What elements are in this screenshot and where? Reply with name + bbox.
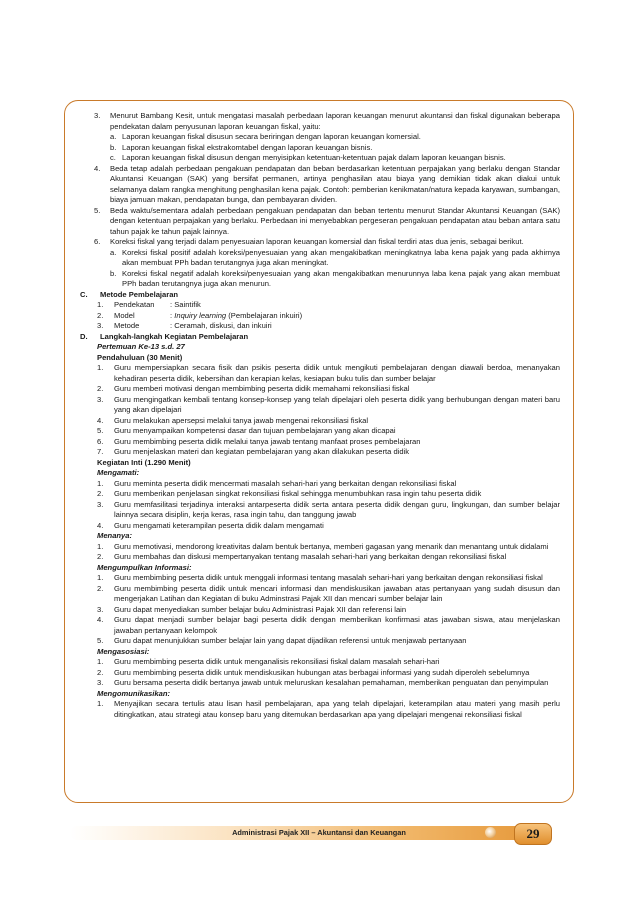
- item-text: Menurut Bambang Kesit, untuk mengatasi masalah perbedaan laporan keuangan menurut akuntansi dan fiskal digunakan beberapa pendekatan dalam penyusunan laporan keuangan fiskal, yaitu:: [110, 111, 560, 131]
- item-text: Guru membimbing peserta didik untuk mencari informasi dan mendiskusikan jawaban atas pertanyaan yang sudah disusun dan mengerjakan Latihan dan Kegiatan di buku Adminstrasi Pajak XII dan mencari sumber belajar lain: [114, 583, 560, 603]
- group-title: Mengumpulkan Informasi:: [97, 562, 192, 572]
- item-number: b.: [110, 268, 117, 278]
- group-item: [80, 699, 560, 720]
- item-number: 1.: [97, 541, 104, 551]
- section-d-title: Langkah-langkah Kegiatan Pembelajaran: [100, 331, 249, 341]
- metode-row: 2. Model : Inquiry learning (Pembelajaran inkuiri): [97, 310, 303, 320]
- group-item: [80, 573, 560, 584]
- intro-item: [80, 237, 560, 248]
- intro-item: [80, 206, 560, 238]
- item-number: 5.: [97, 636, 104, 645]
- item-number: 1.: [97, 657, 104, 666]
- group-item: [80, 615, 560, 636]
- group-item: [80, 605, 560, 616]
- section-d-heading: D. Langkah-langkah Kegiatan Pembelajaran: [80, 332, 560, 343]
- item-number: 5.: [94, 205, 101, 215]
- metode-row: 1. Pendekatan : Saintifik: [97, 300, 201, 309]
- item-number: 6.: [97, 436, 104, 446]
- item-text: Guru meminta peserta didik mencermati masalah sehari-hari yang berkaitan dengan rekonsiliasi fiskal: [114, 478, 457, 488]
- group-item: [80, 479, 560, 490]
- item-text: Guru mempersiapkan secara fisik dan psikis peserta didik untuk mengikuti pembelajaran dengan diawali berdoa, menanyakan kehadiran peserta didik, kebersihan dan kerapian kelas, kesiapan buku tulis dan sumber belajar: [114, 363, 560, 383]
- item-text: Guru melakukan apersepsi melalui tanya jawab mengenai rekonsiliasi fiskal: [114, 415, 369, 425]
- item-number: 1.: [97, 699, 104, 708]
- item-number: a.: [110, 132, 117, 141]
- page-number: 29: [514, 823, 552, 845]
- item-number: 4.: [97, 415, 104, 425]
- group-item: [80, 552, 560, 563]
- section-c-heading: C. Metode Pembelajaran: [80, 290, 560, 301]
- item-text: Beda tetap adalah perbedaan pengakuan pendapatan dan beban berdasarkan ketentuan perpajakan yang berlaku dengan Standar Akuntansi Keuangan (SAK) yang bersifat permanen, artinya penghasilan atau biaya yang demikian tidak akan diakui untuk selamanya dalam rangka menghitung penghasilan kena pajak. Contoh: pemberian kenikmatan/natura kepada karyawan, sumbangan, biaya jamuan makan, pendapatan bunga, dan pembayaran dividen.: [110, 163, 560, 204]
- item-number: 3.: [97, 678, 104, 687]
- item-text: Guru mengamati keterampilan peserta didik dalam mengamati: [114, 520, 324, 530]
- footer-dot-icon: [485, 827, 496, 838]
- item-text: Guru memfasilitasi terjadinya interaksi antarpeserta didik serta antara peserta didik dengan guru, lingkungan, dan sumber belajar lainnya secara disiplin, kerja keras, rasa ingin tahu, dan tanggung jawab: [114, 499, 560, 519]
- item-number: 2.: [97, 384, 104, 393]
- intro-item: [80, 164, 560, 206]
- item-number: b.: [110, 142, 117, 152]
- meeting-label: Pertemuan Ke-13 s.d. 27: [97, 342, 185, 351]
- item-number: 7.: [97, 447, 104, 456]
- pendahuluan-item: [80, 384, 560, 395]
- intro-list: [80, 111, 560, 290]
- item-number: c.: [110, 153, 116, 162]
- pendahuluan-item: [80, 363, 560, 384]
- intro-subitem: [80, 132, 560, 143]
- item-number: 1.: [97, 573, 104, 582]
- item-number: 2.: [97, 489, 104, 498]
- item-number: 3.: [97, 394, 104, 404]
- item-text: Koreksi fiskal positif adalah koreksi/penyesuaian yang akan mengakibatkan meningkatnya laba kena pajak yang pada akhirnya akan membuat PPh badan terutangnya juga akan meningkat.: [122, 247, 560, 267]
- item-text: Beda waktu/sementara adalah perbedaan pengakuan pendapatan dan beban tertentu menurut Standar Akuntansi Keuangan (SAK) dengan ketentuan perpajakan yang berlaku. Perbedaan ini menyebabkan pergeseran pengakuan pendapatan atau beban antara satu tahun pajak ke tahun pajak lainnya.: [110, 205, 560, 236]
- footer-title: Administrasi Pajak XII – Akuntansi dan Keuangan: [232, 828, 406, 837]
- item-number: 6.: [94, 237, 101, 246]
- item-text: Guru memotivasi, mendorong kreativitas dalam bentuk bertanya, memberi gagasan yang menarik dan menantang untuk didalami: [114, 541, 549, 551]
- pendahuluan-item: [80, 395, 560, 416]
- group-item: [80, 657, 560, 668]
- group-item: [80, 521, 560, 532]
- group-item: [80, 489, 560, 500]
- group-title: Mengasosiasi:: [97, 646, 150, 656]
- item-text: Menyajikan secara tertulis atau lisan hasil pembelajaran, apa yang telah dipelajari, keterampilan atau materi yang masih perlu ditingkatkan, atau strategi atau konsep baru yang ditemukan berdasarkan apa yang dipelajari mengenai rekonsiliasi fiskal: [114, 699, 560, 719]
- group-title: Menanya:: [97, 531, 133, 540]
- item-number: 2.: [97, 552, 104, 561]
- item-number: a.: [110, 247, 117, 257]
- item-number: 3.: [94, 111, 101, 120]
- page-content: [80, 111, 560, 720]
- metode-row: 3. Metode : Ceramah, diskusi, dan inkuiri: [97, 321, 272, 330]
- intro-subitem: [80, 153, 560, 164]
- item-number: 2.: [97, 667, 104, 677]
- metode-table: [97, 300, 302, 332]
- item-text: Guru dapat menyediakan sumber belajar buku Administrasi Pajak XII dan referensi lain: [114, 604, 407, 614]
- item-number: 1.: [97, 478, 104, 488]
- item-text: Laporan keuangan fiskal ekstrakomtabel dengan laporan keuangan bisnis.: [122, 142, 373, 152]
- group-title: Mengamati:: [97, 468, 140, 477]
- item-number: 3.: [97, 604, 104, 614]
- item-text: Koreksi fiskal yang terjadi dalam penyesuaian laporan keuangan komersial dan fiskal terdiri atas dua jenis, sebagai berikut.: [110, 237, 524, 246]
- item-text: Guru bersama peserta didik bertanya jawab untuk meluruskan kesalahan pemahaman, memberikan penguatan dan penyimpulan: [114, 678, 549, 687]
- pendahuluan-list: [80, 363, 560, 458]
- item-text: Guru membimbing peserta didik melalui tanya jawab tentang manfaat proses pembelajaran: [114, 436, 421, 446]
- item-number: 1.: [97, 363, 104, 372]
- group-item: [80, 584, 560, 605]
- item-text: Guru membimbing peserta didik untuk mendiskusikan hubungan atas berbagai informasi yang sudah diperoleh sebelumnya: [114, 667, 530, 677]
- intro-subitem: [80, 269, 560, 290]
- group-title: Mengomunikasikan:: [97, 688, 170, 698]
- intro-item: [80, 111, 560, 132]
- item-text: Guru memberi motivasi dengan membimbing peserta didik memahami rekonsiliasi fiskal: [114, 384, 410, 393]
- item-text: Laporan keuangan fiskal disusun secara beriringan dengan laporan keuangan komersial.: [122, 132, 421, 141]
- group-item: [80, 678, 560, 689]
- section-d: [80, 332, 560, 721]
- pendahuluan-item: [80, 416, 560, 427]
- item-text: Guru dapat menunjukkan sumber belajar lain yang dapat dijadikan referensi untuk menjawab pertanyaan: [114, 636, 467, 645]
- inti-groups: [80, 468, 560, 720]
- item-number: 5.: [97, 426, 104, 435]
- group-item: [80, 542, 560, 553]
- intro-subitem: [80, 248, 560, 269]
- section-c-title: Metode Pembelajaran: [100, 289, 179, 299]
- item-text: Guru mengingatkan kembali tentang konsep-konsep yang telah dipelajari oleh peserta didik yang berhubungan dengan materi baru yang akan dipelajari: [114, 394, 560, 414]
- item-text: Koreksi fiskal negatif adalah koreksi/penyesuaian yang akan mengakibatkan menurunnya laba kena pajak yang akan membuat PPh badan terutangnya juga akan menurun.: [122, 268, 560, 288]
- item-text: Guru membimbing peserta didik untuk menganalisis rekonsiliasi fiskal dalam masalah sehari-hari: [114, 657, 440, 666]
- intro-subitem: [80, 143, 560, 154]
- item-number: 3.: [97, 499, 104, 509]
- item-text: Guru menyampaikan kompetensi dasar dan tujuan pembelajaran yang akan dicapai: [114, 426, 396, 435]
- item-text: Guru membahas dan diskusi mempertanyakan tentang masalah sehari-hari yang berkaitan dengan rekonsiliasi fiskal: [114, 552, 507, 561]
- item-number: 4.: [97, 520, 104, 530]
- item-text: Guru memberikan penjelasan singkat rekonsiliasi fiskal sehingga menumbuhkan rasa ingin tahu peserta didik: [114, 489, 482, 498]
- group-item: [80, 500, 560, 521]
- item-text: Guru menjelaskan materi dan kegiatan pembelajaran yang akan dilakukan peserta didik: [114, 447, 410, 456]
- item-number: 4.: [97, 615, 104, 624]
- item-text: Guru membimbing peserta didik untuk menggali informasi tentang masalah sehari-hari yang berkaitan dengan rekonsiliasi fiskal: [114, 573, 543, 582]
- pendahuluan-item: [80, 447, 560, 458]
- item-number: 4.: [94, 163, 101, 173]
- pendahuluan-title: Pendahuluan (30 Menit): [97, 352, 183, 362]
- item-text: Guru dapat menjadi sumber belajar bagi peserta didik dengan memberikan konfirmasi atas jawaban siswa, atau menjelaskan jawaban pertanyaan kelompok: [114, 615, 560, 635]
- group-item: [80, 668, 560, 679]
- inti-title: Kegiatan Inti (1.290 Menit): [97, 457, 191, 467]
- section-c: [80, 290, 560, 332]
- item-text: Laporan keuangan fiskal disusun dengan menyisipkan ketentuan-ketentuan pajak dalam laporan keuangan bisnis.: [122, 153, 506, 162]
- pendahuluan-item: [80, 437, 560, 448]
- pendahuluan-item: [80, 426, 560, 437]
- group-item: [80, 636, 560, 647]
- item-number: 2.: [97, 583, 104, 593]
- page-footer: [0, 823, 638, 845]
